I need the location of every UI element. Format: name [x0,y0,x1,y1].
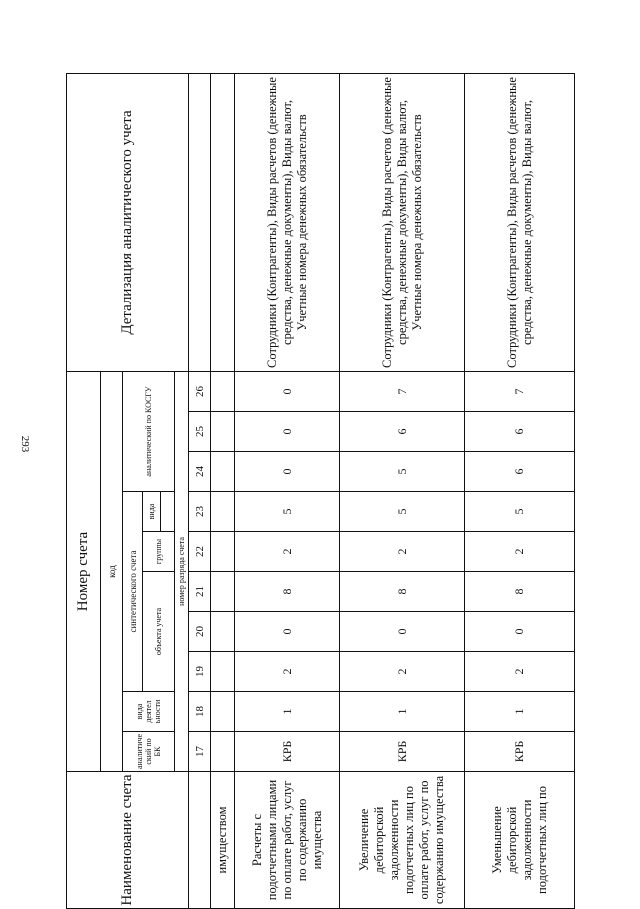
digit-header: 21 [189,572,211,612]
digit-header: 18 [189,692,211,732]
header-name: Наименование счета [67,772,189,909]
row-cell [211,572,235,612]
row-cell [211,532,235,572]
header-activity-type: вида деятел ьности [123,692,175,732]
row-cell: 2 [465,532,575,572]
row-detail: Сотрудники (Контрагенты), Виды расчетов (денежные средства, денежные документы), Виды валют, Учетные номера денежных обязательств [235,73,340,371]
row-cell: 2 [465,652,575,692]
row-cell: 0 [235,371,340,411]
row-cell: 1 [235,692,340,732]
row-cell: 1 [340,692,465,732]
header-analytic-kosgu: аналитический по КОСГУ [123,371,175,491]
header-analytic-bk: аналитиче ский по БК [123,732,175,772]
row-cell: КРБ [340,732,465,772]
header-digit-number: номер разряда счета [175,371,189,771]
row-name: Увеличение дебиторской задолженности подотчетных лиц по оплате работ, услуг по содержанию имущества [340,772,465,909]
table-row [340,73,465,908]
row-detail: Сотрудники (Контрагенты), Виды расчетов (денежные средства, денежные документы), Виды валют, Учетные номера денежных обязательств [340,73,465,371]
row-cell [211,412,235,452]
accounts-table [66,73,575,909]
row-cell: 5 [340,452,465,492]
row-cell: 7 [340,371,465,411]
row-cell: 6 [340,412,465,452]
digit-header: 20 [189,612,211,652]
row-cell: 6 [465,412,575,452]
row-cell: 2 [235,652,340,692]
row-cell [211,692,235,732]
header-account-object: объекта учета [143,572,175,692]
digit-header: 25 [189,412,211,452]
row-name: имуществом [211,772,235,909]
row-name: Уменьшение дебиторской задолженности подотчетных лиц по [465,772,575,909]
row-name: Расчеты с подотчетными лицами по оплате работ, услуг по содержанию имущества [235,772,340,909]
header-detail: Детализация аналитического учета [67,73,189,371]
row-cell: 5 [340,492,465,532]
row-cell: 8 [235,572,340,612]
row-detail: Сотрудники (Контрагенты), Виды расчетов (денежные средства, денежные документы), Виды валют, [465,73,575,371]
row-cell: 8 [340,572,465,612]
row-detail [211,73,235,371]
header-kind-spacer [161,492,175,532]
header-kind: вида [143,492,161,532]
row-cell [211,452,235,492]
header-synthetic: синтетического счета [123,492,143,692]
page-number: 293 [19,435,31,453]
rotated-table-sheet [66,74,574,909]
row-cell: 5 [465,492,575,532]
row-cell: КРБ [465,732,575,772]
row-cell: 0 [465,612,575,652]
header-name-spacer [189,772,211,909]
digit-header: 23 [189,492,211,532]
header-detail-spacer [189,73,211,371]
row-cell [211,732,235,772]
digit-header: 24 [189,452,211,492]
header-code: код [101,371,123,771]
row-cell [211,371,235,411]
table-row [235,73,340,908]
row-cell: 6 [465,452,575,492]
digit-header: 19 [189,652,211,692]
row-cell: 8 [465,572,575,612]
table-row [211,73,235,908]
header-account-number: Номер счета [67,371,101,771]
row-cell: 0 [235,612,340,652]
table-row [465,73,575,908]
digit-header: 17 [189,732,211,772]
row-cell: КРБ [235,732,340,772]
row-cell: 2 [235,532,340,572]
row-cell: 0 [235,412,340,452]
digit-header: 26 [189,371,211,411]
row-cell [211,492,235,532]
row-cell [211,652,235,692]
row-cell: 2 [340,532,465,572]
row-cell: 0 [340,612,465,652]
row-cell: 5 [235,492,340,532]
row-cell: 1 [465,692,575,732]
digit-header: 22 [189,532,211,572]
header-group: группы [143,532,175,572]
row-cell: 7 [465,371,575,411]
row-cell [211,612,235,652]
row-cell: 2 [340,652,465,692]
row-cell: 0 [235,452,340,492]
